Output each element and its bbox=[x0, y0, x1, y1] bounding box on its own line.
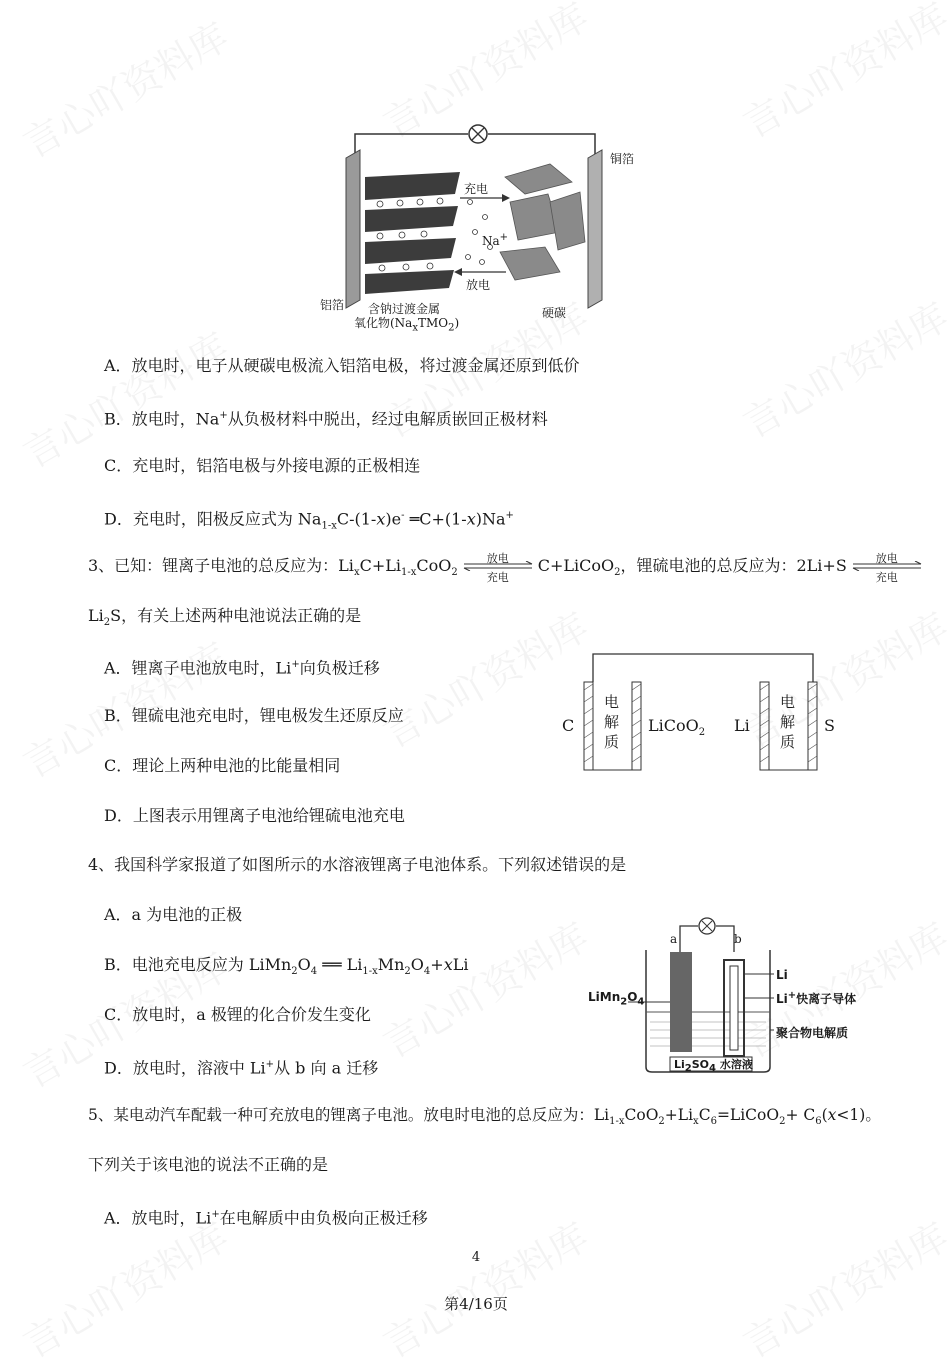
electrolyte-label-left: 电 解 质 bbox=[604, 693, 620, 751]
q4-option-a: A．a 为电池的正极 bbox=[104, 905, 243, 924]
q2-option-d: D．充电时，阳极反应式为 $Na_{1-x}C-(1-x)e^-$ ═C+(1-x)Na+ bbox=[104, 509, 514, 532]
electrode-li-label: Li bbox=[734, 716, 750, 735]
polymer-electrolyte-label: 聚合物电解质 bbox=[776, 1026, 849, 1040]
q4-option-c: C．放电时，a 极锂的化合价发生变化 bbox=[104, 1005, 371, 1024]
q3-stem-line1: 3、已知：锂离子电池的总反应为：$Li_xC+Li_{1-x}CoO_2$ 放电 充电 C+LiCoO$_2$，锂硫电池的总反应为：2Li+S 放电 充电 bbox=[88, 556, 927, 583]
electrode-s-label: S bbox=[824, 716, 835, 735]
q4-stem: 4、我国科学家报道了如图所示的水溶液锂离子电池体系。下列叙述错误的是 bbox=[88, 855, 627, 874]
aluminium-foil-label: 铝箔 bbox=[320, 298, 345, 312]
electrode-a-label: a bbox=[670, 932, 678, 946]
watermark bbox=[732, 0, 952, 148]
watermark bbox=[372, 907, 597, 1069]
fast-ion-conductor-label: Li+快离子导体 bbox=[776, 990, 857, 1006]
hard-carbon bbox=[500, 164, 585, 280]
na-ion-label: Na+ bbox=[482, 232, 509, 248]
limn2o4-label: $LiMn_2O_4$ bbox=[588, 990, 645, 1008]
sodium-battery-diagram bbox=[310, 122, 650, 332]
q3-option-c: C．理论上两种电池的比能量相同 bbox=[104, 756, 341, 775]
q3-option-a: A．锂离子电池放电时，Li+向负极迁移 bbox=[104, 658, 380, 678]
q3-option-d: D．上图表示用锂离子电池给锂硫电池充电 bbox=[104, 806, 405, 825]
li2so4-solution-label: $Li_2SO_4$ 水溶液 bbox=[674, 1058, 753, 1075]
sodium-battery-figure bbox=[310, 122, 650, 332]
q4-option-d: D．放电时，溶液中 Li+从 b 向 a 迁移 bbox=[104, 1058, 379, 1078]
watermark bbox=[12, 7, 237, 169]
electrode-licoo2-label: LiCoO$_2$ bbox=[648, 716, 706, 739]
copper-foil-label: 铜箔 bbox=[610, 152, 635, 166]
q2-option-a: A．放电时，电子从硬碳电极流入铝箔电极，将过渡金属还原到低价 bbox=[104, 356, 580, 375]
two-cells-figure bbox=[560, 650, 850, 775]
page-number: 4 bbox=[471, 1250, 481, 1265]
electrode-b-label: b bbox=[734, 932, 742, 946]
watermark bbox=[12, 1207, 237, 1368]
li-label: Li bbox=[776, 968, 788, 982]
electrolyte-label-right: 电 解 质 bbox=[780, 693, 796, 751]
cathode-label: 含钠过渡金属 氧化物$(Na_xTMO_2)$ bbox=[354, 302, 460, 334]
watermark bbox=[12, 317, 237, 479]
discharge-label: 放电 bbox=[466, 278, 491, 292]
q2-option-b: B．放电时，Na+从负极材料中脱出，经过电解质嵌回正极材料 bbox=[104, 409, 548, 429]
equilibrium-arrow: 放电 充电 bbox=[851, 557, 923, 577]
equilibrium-arrow: 放电 充电 bbox=[462, 557, 534, 577]
q5-option-a: A．放电时，Li+在电解质中由负极向正极迁移 bbox=[104, 1208, 428, 1228]
q3-stem-line2: $Li_2S$，有关上述两种电池说法正确的是 bbox=[88, 606, 362, 629]
q5-stem-line2: 下列关于该电池的说法不正确的是 bbox=[88, 1155, 329, 1174]
page-footer: 第4/16页 bbox=[444, 1295, 508, 1313]
q5-stem-line1: 5、某电动汽车配载一种可充放电的锂离子电池。放电时电池的总反应为：$Li_{1-x}CoO_2+Li_xC_6=LiCoO_2+ C_6(x<1)$。 bbox=[88, 1106, 881, 1128]
q3-option-b: B．锂硫电池充电时，锂电极发生还原反应 bbox=[104, 706, 404, 725]
watermark bbox=[372, 1207, 597, 1368]
aqueous-battery-figure bbox=[588, 912, 868, 1074]
electrode-c-label: C bbox=[562, 716, 575, 735]
watermark bbox=[732, 1207, 952, 1368]
q4-option-b: B．电池充电反应为 $LiMn_2O_4$ ══ $Li_{1-x}Mn_2O_4+xLi$ bbox=[104, 955, 469, 978]
charge-label: 充电 bbox=[464, 182, 489, 196]
hard-carbon-label: 硬碳 bbox=[542, 306, 567, 320]
watermark bbox=[732, 287, 952, 449]
q2-option-c: C．充电时，铝箔电极与外接电源的正极相连 bbox=[104, 456, 421, 475]
